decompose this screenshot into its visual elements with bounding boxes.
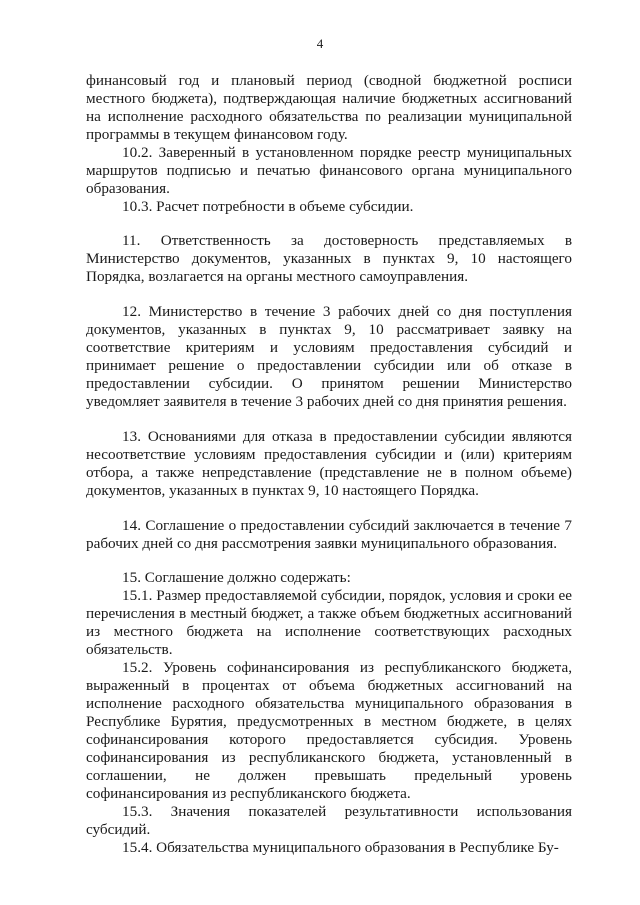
document-body	[86, 72, 572, 857]
paragraph-15-3: 15.3. Значения показателей результативности использования субсидий.	[86, 803, 572, 838]
paragraph-10-2: 10.2. Заверенный в установленном порядке реестр муниципальных маршрутов подписью и печатью финансового органа муниципального образования.	[86, 144, 572, 197]
page-number: 4	[316, 36, 324, 51]
paragraph-10-3: 10.3. Расчет потребности в объеме субсидии.	[122, 198, 414, 215]
paragraph-gap	[86, 553, 572, 569]
paragraph-15-1: 15.1. Размер предоставляемой субсидии, порядок, условия и сроки ее перечисления в местный бюджет, а также объем бюджетных ассигнований из местного бюджета на исполнение соответствующих расходных обязательств.	[86, 587, 572, 658]
paragraph-gap	[86, 286, 572, 303]
paragraph-13: 13. Основаниями для отказа в предоставлении субсидии являются несоответствие условиям предоставления субсидии и (или) критериям отбора, а также непредставление (представление не в полном объеме) документов, указанных в пунктах 9, 10 настоящего Порядка.	[86, 428, 572, 499]
paragraph-15-4: 15.4. Обязательства муниципального образования в Республике Бу-	[122, 839, 559, 856]
paragraph-gap	[86, 216, 572, 232]
paragraph-15-2: 15.2. Уровень софинансирования из республиканского бюджета, выраженный в процентах от объема бюджетных ассигнований на исполнение расходного обязательства муниципального образования в Республике Бурятия, предусмотренных в местном бюджете, в целях софинансирования которого предоставляется субсидия. Уровень софинансирования из республиканского бюджета, установленный в соглашении, не должен превышать предельный уровень софинансирования из республиканского бюджета.	[86, 659, 572, 802]
paragraph-15: 15. Соглашение должно содержать:	[122, 569, 351, 586]
paragraph-gap	[86, 500, 572, 517]
paragraph-11: 11. Ответственность за достоверность представляемых в Министерство документов, указанных в пунктах 9, 10 настоящего Порядка, возлагается на органы местного самоуправления.	[86, 232, 572, 285]
paragraph-continuation: финансовый год и плановый период (сводной бюджетной росписи местного бюджета), подтверждающая наличие бюджетных ассигнований на исполнение расходного обязательства по реализации муниципальной программы в текущем финансовом году.	[86, 72, 572, 143]
paragraph-gap	[86, 411, 572, 428]
paragraph-12: 12. Министерство в течение 3 рабочих дней со дня поступления документов, указанных в пунктах 9, 10 рассматривает заявку на соответствие критериям и условиям предоставления субсидий и принимает решение о предоставлении субсидии или об отказе в предоставлении субсидии. О принятом решении Министерство уведомляет заявителя в течение 3 рабочих дней со дня принятия решения.	[86, 303, 572, 410]
paragraph-14: 14. Соглашение о предоставлении субсидий заключается в течение 7 рабочих дней со дня рассмотрения заявки муниципального образования.	[86, 517, 572, 552]
